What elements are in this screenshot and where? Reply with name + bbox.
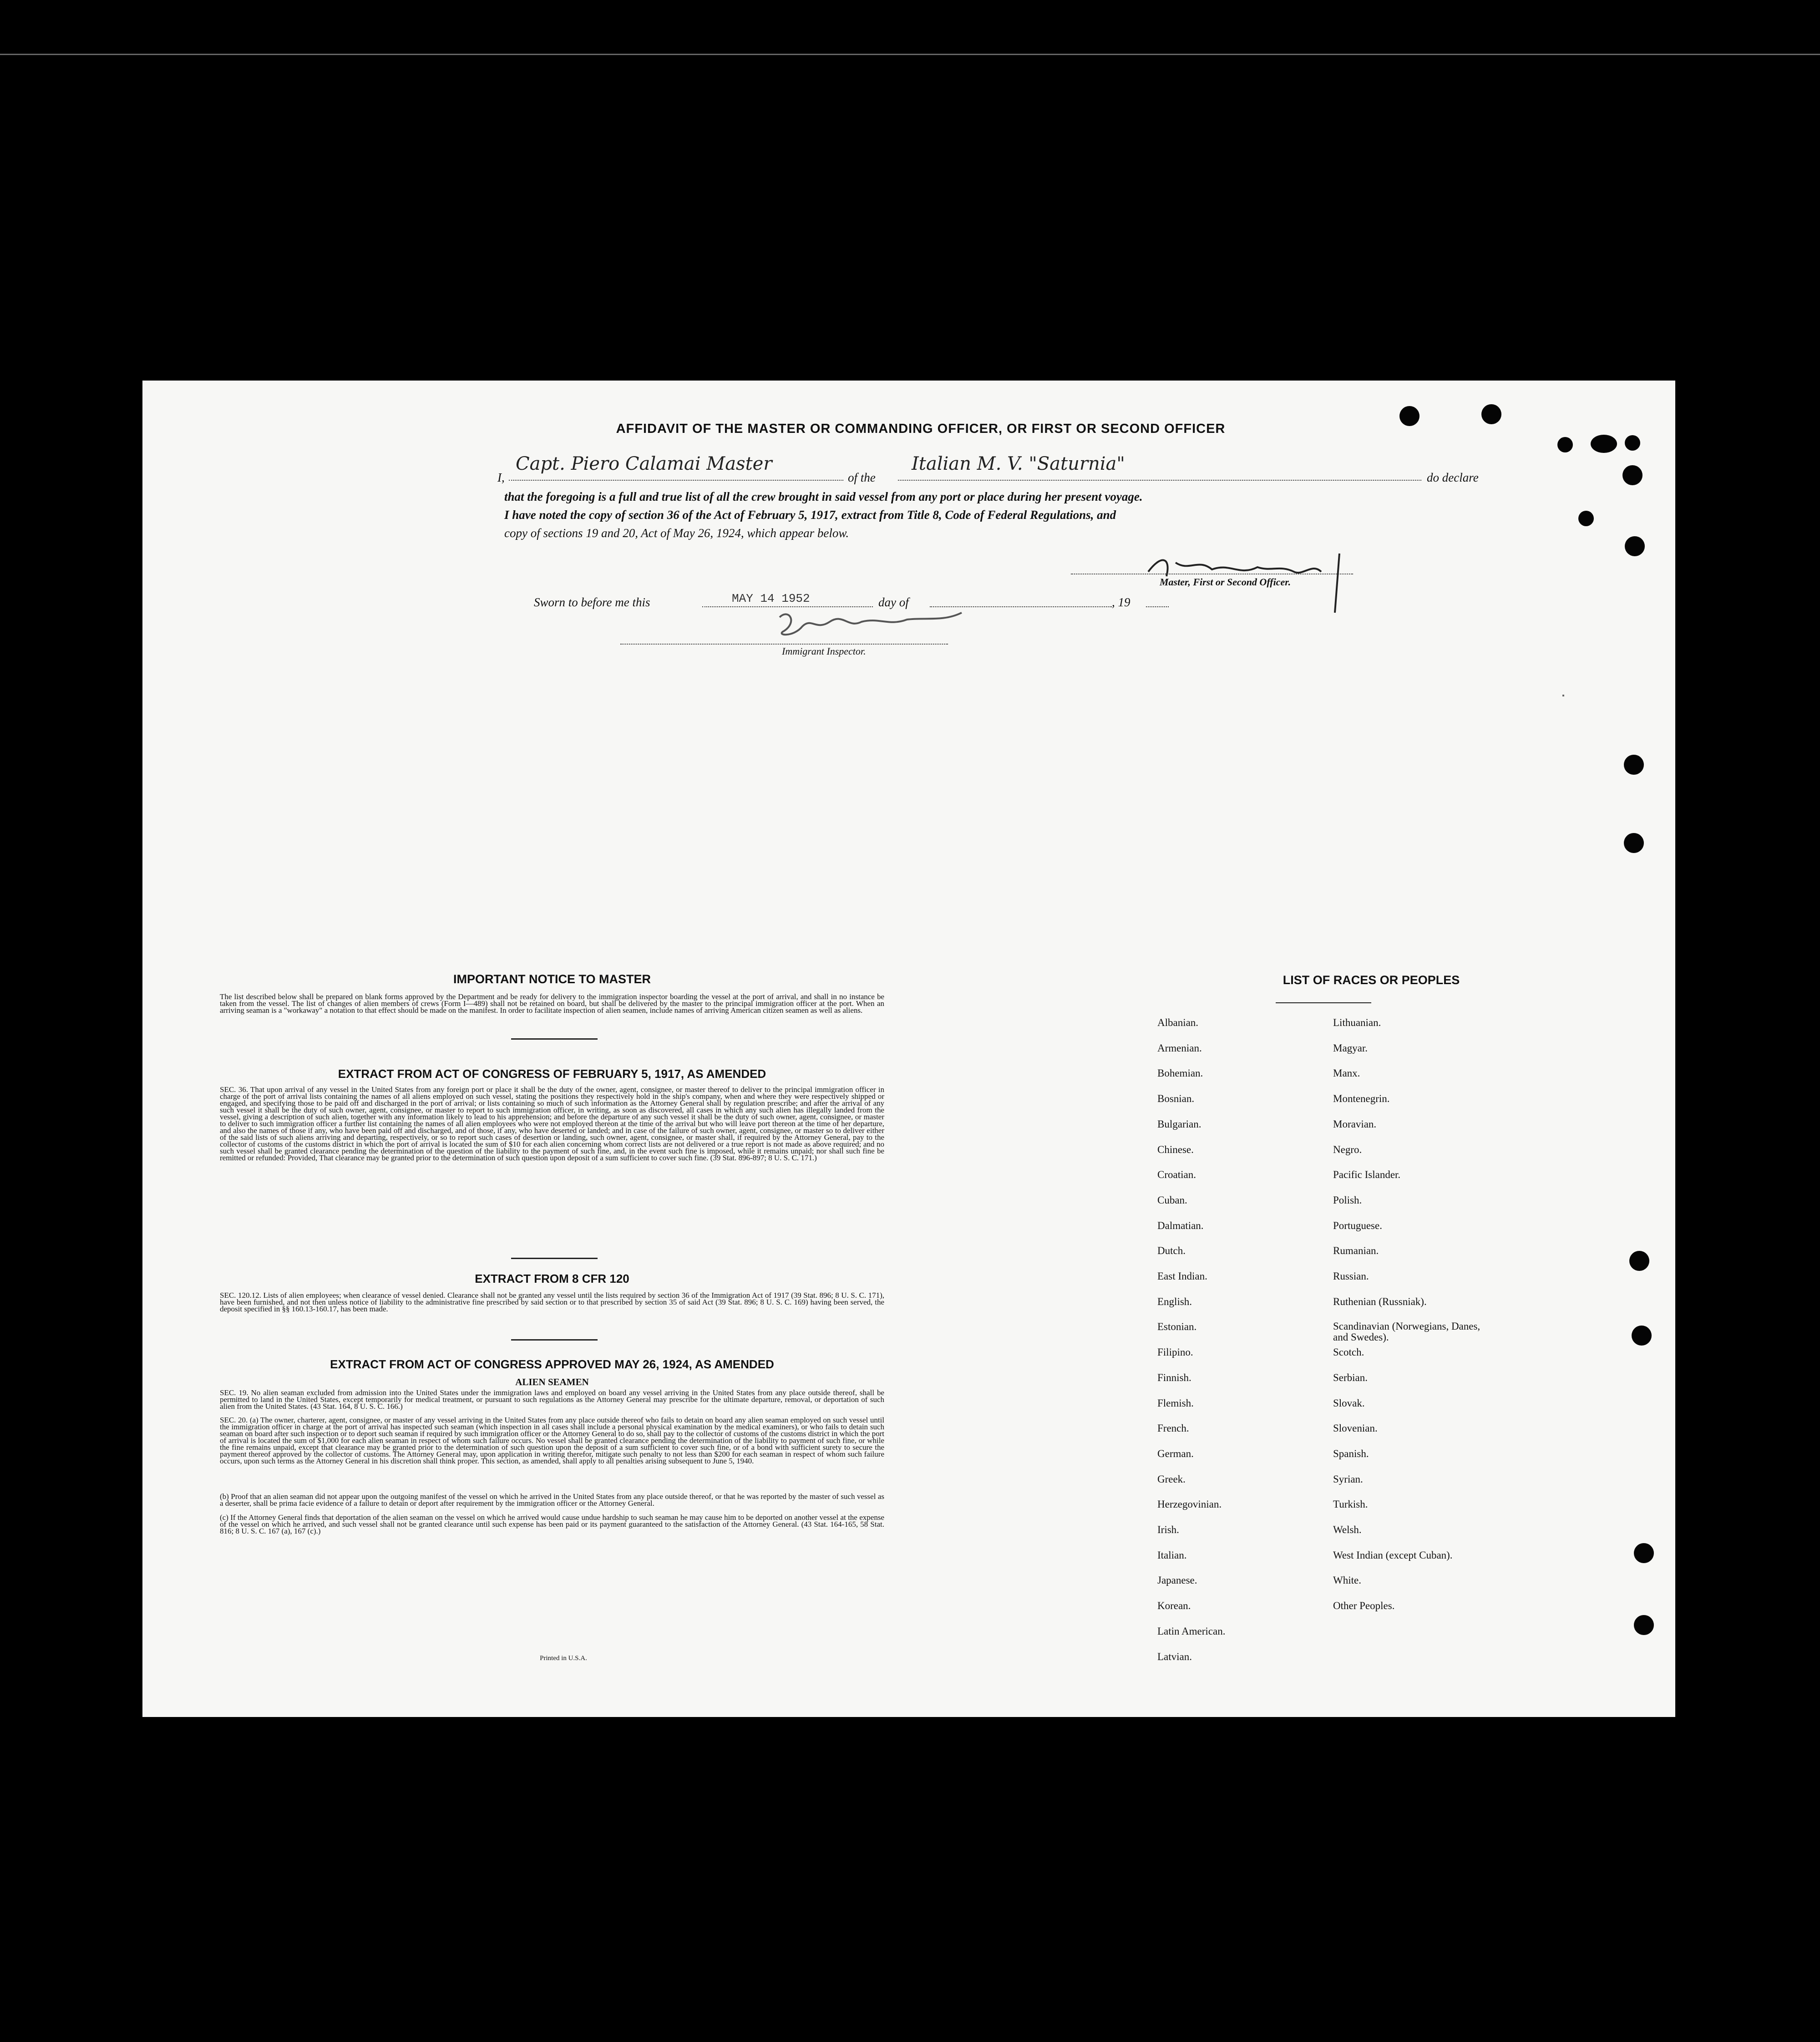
- punch-hole: [1624, 755, 1644, 775]
- race-item: Croatian.: [1157, 1169, 1196, 1181]
- race-item: Ruthenian (Russniak).: [1333, 1295, 1427, 1307]
- punch-hole: [1629, 1251, 1649, 1271]
- affidavit-line-3: I have noted the copy of section 36 of the Act of February 5, 1917, extract from Title 8, Code of Federal Regulations, and: [504, 508, 1116, 522]
- race-item: Cuban.: [1157, 1194, 1187, 1206]
- race-item: Negro.: [1333, 1143, 1362, 1155]
- race-item: Bohemian.: [1157, 1067, 1203, 1079]
- races-title: LIST OF RACES OR PEOPLES: [1283, 973, 1460, 987]
- punch-hole: [1634, 1615, 1654, 1635]
- punch-hole: [1591, 435, 1617, 453]
- document-page: [142, 381, 1675, 1717]
- race-item: West Indian (except Cuban).: [1333, 1549, 1453, 1561]
- race-item: Lithuanian.: [1333, 1017, 1381, 1028]
- master-name: Capt. Piero Calamai Master: [516, 453, 772, 474]
- affidavit-line-4: copy of sections 19 and 20, Act of May 26, 1924, which appear below.: [504, 526, 849, 540]
- race-item: Estonian.: [1157, 1321, 1197, 1333]
- race-item: East Indian.: [1157, 1270, 1207, 1282]
- film-top-line: [0, 54, 1820, 55]
- race-item: Flemish.: [1157, 1397, 1194, 1409]
- race-item: Finnish.: [1157, 1371, 1191, 1383]
- race-item: Moravian.: [1333, 1118, 1377, 1130]
- race-item: Bosnian.: [1157, 1093, 1195, 1105]
- race-item: Armenian.: [1157, 1042, 1202, 1054]
- race-item: Scandinavian (Norwegians, Danes, and Swedes).: [1333, 1321, 1480, 1343]
- race-item: Magyar.: [1333, 1042, 1368, 1054]
- race-item: German.: [1157, 1448, 1194, 1459]
- race-item: French.: [1157, 1422, 1189, 1434]
- race-item: Russian.: [1333, 1270, 1369, 1282]
- race-item: Chinese.: [1157, 1143, 1194, 1155]
- master-caption: Master, First or Second Officer.: [1160, 576, 1291, 588]
- race-item: Italian.: [1157, 1549, 1187, 1561]
- race-item: Herzegovinian.: [1157, 1498, 1222, 1510]
- i-label: I,: [497, 471, 505, 484]
- sec-20b-text: (b) Proof that an alien seaman did not appear upon the outgoing manifest of the vessel on which he arrived in the United States from any place outside thereof, or that he was reported by the master of such vessel as a deserter, shall be prima facie evidence of a failure to detain or deport after requirement by the immigration officer or the Attorney General.: [220, 1492, 884, 1508]
- race-item: Greek.: [1157, 1473, 1186, 1485]
- race-item: Portuguese.: [1333, 1219, 1382, 1231]
- race-item: Rumanian.: [1333, 1245, 1379, 1257]
- punch-hole: [1634, 1543, 1654, 1563]
- year-label: , 19: [1112, 595, 1131, 609]
- race-item: Pacific Islander.: [1333, 1169, 1401, 1181]
- race-item: Japanese.: [1157, 1575, 1197, 1586]
- sworn-date-stamp: MAY 14 1952: [732, 592, 810, 605]
- printed-in-usa: Printed in U.S.A.: [540, 1655, 587, 1662]
- extract-1917-title: EXTRACT FROM ACT OF CONGRESS OF FEBRUARY 5, 1917, AS AMENDED: [338, 1067, 766, 1081]
- sec-20a-text: SEC. 20. (a) The owner, charterer, agent, consignee, or master of any vessel arriving in the United States from any place outside thereof who fails to detain on board any alien seaman employed on such vessel until the immigration officer in charge at the port of arrival has inspected such seaman (which inspection in all cases shall include a personal physical examination by the medical examiners), or who fails to detain such seaman on board after such inspection or to deport such seaman if required by such immigration officer or the Attorney General to do so, shall pay to the collector of customs of the customs district in which the port of arrival is located the sum of $1,000 for each alien seaman in respect of whom such failure occurs. No vessel shall be granted clearance pending the determination of the liability to payment of such fine, or while the fine remains unpaid, except that clearance may be granted prior to the determination of such question upon the deposit of a sum sufficient to cover such fine, or of a bond with sufficient surety to secure the payment thereof approved by the collector of customs. The Attorney General may, upon application in writing therefor, mitigate such penalty to not less than $200 for each seaman in respect of whom such failure occurs, upon such terms as the Attorney General in his discretion shall think proper. This section, as amended, shall apply to all penalties arising subsequent to June 5, 1940.: [220, 1416, 884, 1465]
- punch-hole: [1622, 465, 1643, 485]
- race-item: Latvian.: [1157, 1651, 1192, 1662]
- race-item: Slovenian.: [1333, 1422, 1378, 1434]
- race-item: Manx.: [1333, 1067, 1360, 1079]
- affidavit-line-2: that the foregoing is a full and true list of all the crew brought in said vessel from any port or place during her present voyage.: [504, 490, 1143, 503]
- punch-hole: [1578, 511, 1594, 526]
- race-item: Serbian.: [1333, 1371, 1368, 1383]
- punch-hole: [1632, 1326, 1652, 1346]
- sworn-label: Sworn to before me this: [534, 595, 650, 609]
- race-item: Scotch.: [1333, 1346, 1364, 1358]
- punch-hole: [1557, 437, 1573, 452]
- punch-hole: [1625, 435, 1640, 451]
- race-item: Irish.: [1157, 1524, 1179, 1535]
- punch-hole: [1625, 536, 1645, 556]
- extract-cfr-body: SEC. 120.12. Lists of alien employees; when clearance of vessel denied. Clearance shall not be granted any vessel until the lists required by section 36 of the Immigration Act of 1917 (39 Stat. 896; 8 U. S. C. 171), have been furnished, and not then unless notice of liability to the administrative fine prescribed by said section or to that prescribed by section 35 of said Act (39 Stat. 896; 8 U. S. C. 169) having been served, the deposit specified in §§ 160.13-160.17, has been made.: [220, 1291, 884, 1313]
- race-item: Filipino.: [1157, 1346, 1193, 1358]
- speck: [1562, 695, 1564, 696]
- race-item: English.: [1157, 1295, 1192, 1307]
- day-of-label: day of: [878, 595, 909, 609]
- race-item: Slovak.: [1333, 1397, 1365, 1409]
- race-item: Bulgarian.: [1157, 1118, 1202, 1130]
- punch-hole: [1399, 406, 1419, 426]
- race-item: Spanish.: [1333, 1448, 1369, 1459]
- punch-hole: [1481, 404, 1501, 424]
- race-item: Dalmatian.: [1157, 1219, 1204, 1231]
- sec-19-text: SEC. 19. No alien seaman excluded from admission into the United States under the immigration laws and employed on board any vessel arriving in the United States from any place outside thereof, shall be permitted to land in the United States, except temporarily for medical treatment, or pursuant to such regulations as the Attorney General may prescribe for the ultimate departure, removal, or deportation of such alien from the United States. (43 Stat. 164, 8 U. S. C. 166.): [220, 1388, 884, 1411]
- race-item: Dutch.: [1157, 1245, 1186, 1257]
- extract-1917-body: SEC. 36. That upon arrival of any vessel in the United States from any foreign port or place it shall be the duty of the owner, agent, consignee, or master thereof to deliver to the principal immigration officer in charge of the port of arrival lists containing the names of all aliens employed on such vessel, stating the positions they respectively hold in the ship's company, when and where they were respectively shipped or engaged, and specifying those to be paid off and discharged in the port of arrival; or lists containing so much of such information as the Attorney General shall by regulation prescribe; and after the arrival of any such vessel it shall be the duty of such owner, agent, consignee, or master to report to such immigration officer, in writing, as soon as discovered, all cases in which any such alien has illegally landed from the vessel, giving a description of such alien, together with any information likely to lead to his apprehension; and before the departure of any such vessel it shall be the duty of such owner, agent, consignee, or master to deliver to such immigration officer a further list containing the names of all alien employees who were not employed thereon at the time of the arrival but who will leave port thereon at the time of her departure, and also the names of those if any, who have been paid off and discharged, and of those, if any, who have deserted or landed; and in case of the failure of such owner, agent, consignee, or master so to deliver either of the said lists of such aliens arriving and departing, respectively, or so to report such cases of desertion or landing, such owner, agent, consignee, or master shall, if required by the Attorney General, pay to the collector of customs of the customs district in which the port of arrival is located the sum of $10 for each alien concerning whom correct lists are not delivered or a true report is not made as above required; and no such vessel shall be granted clearance pending the determination of the question of the liability to the payment of such fine, and, in the event such fine is imposed, while it remains unpaid; nor shall such fine be remitted or refunded: Provided, That clearance may be granted prior to the determination of such question upon deposit of a sum sufficient to cover such fine. (39 Stat. 896-897; 8 U. S. C. 171.): [220, 1085, 884, 1162]
- punch-hole: [1624, 833, 1644, 853]
- race-item: Korean.: [1157, 1600, 1191, 1612]
- sec-20c-text: (c) If the Attorney General finds that deportation of the alien seaman on the vessel on which he arrived would cause undue hardship to such seaman he may cause him to be deported on another vessel at the expense of the vessel on which he arrived, and such vessel shall not be granted clearance until such expense has been paid or its payment guaranteed to the satisfaction of the Attorney General. (43 Stat. 164-165, 58 Stat. 816; 8 U. S. C. 167 (a), 167 (c).): [220, 1513, 884, 1535]
- vessel-name: Italian M. V. "Saturnia": [912, 453, 1125, 474]
- race-item: Albanian.: [1157, 1017, 1199, 1028]
- race-item: Turkish.: [1333, 1498, 1368, 1510]
- of-the-label: of the: [848, 471, 876, 484]
- race-item: Welsh.: [1333, 1524, 1362, 1535]
- race-item: Polish.: [1333, 1194, 1362, 1206]
- notice-body: The list described below shall be prepared on blank forms approved by the Department and be ready for delivery to the immigration inspector boarding the vessel at the port of arrival, and shall in no instance be taken from the vessel. The list of changes of alien members of crews (Form I—489) shall not be retained on board, but shall be delivered by the master to the principal immigration officer at the port. When an arriving seaman is a "workaway" a notation to that effect should be made on the manifest. In order to facilitate inspection of alien seamen, include names of arriving American citizen seamen as well as aliens.: [220, 992, 884, 1015]
- race-item: White.: [1333, 1575, 1361, 1586]
- notice-title: IMPORTANT NOTICE TO MASTER: [453, 972, 651, 986]
- race-item: Latin American.: [1157, 1625, 1226, 1637]
- race-item: Syrian.: [1333, 1473, 1363, 1485]
- affidavit-title: AFFIDAVIT OF THE MASTER OR COMMANDING OFFICER, OR FIRST OR SECOND OFFICER: [616, 422, 1226, 436]
- extract-1924-title: EXTRACT FROM ACT OF CONGRESS APPROVED MAY 26, 1924, AS AMENDED: [330, 1357, 774, 1371]
- alien-seamen-subtitle: ALIEN SEAMEN: [515, 1377, 589, 1387]
- race-item: Other Peoples.: [1333, 1600, 1395, 1612]
- inspector-caption: Immigrant Inspector.: [782, 645, 866, 657]
- do-declare-label: do declare: [1427, 471, 1479, 484]
- race-item: Montenegrin.: [1333, 1093, 1390, 1105]
- extract-cfr-title: EXTRACT FROM 8 CFR 120: [475, 1272, 629, 1285]
